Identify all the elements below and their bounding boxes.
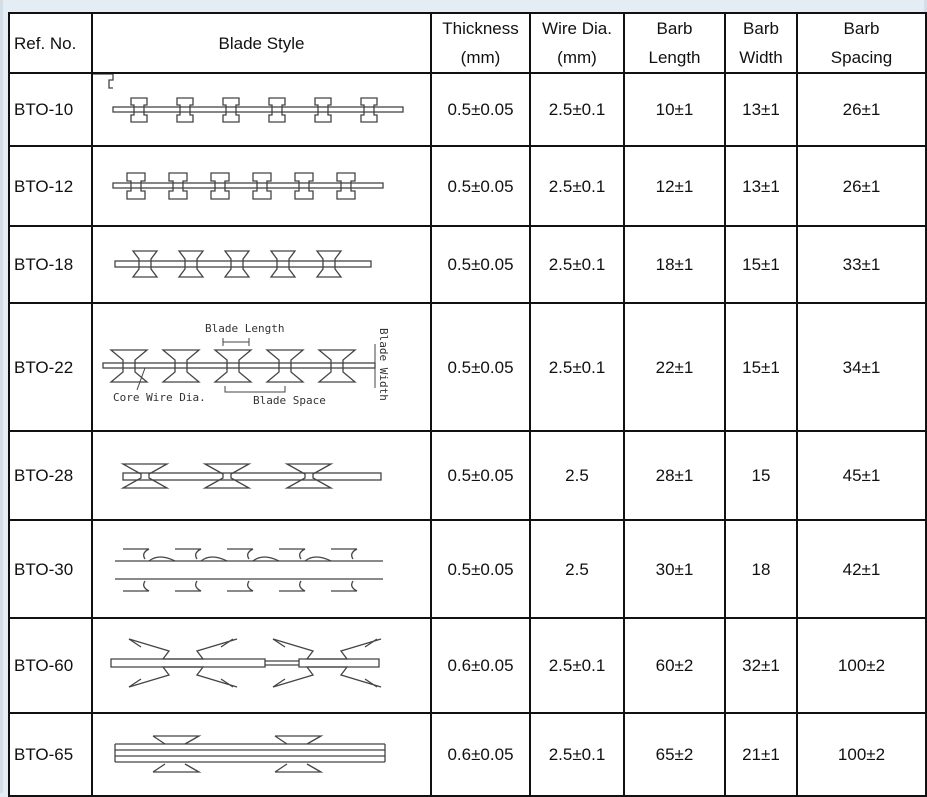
barb-length-value: 10±1	[624, 73, 725, 146]
thickness-value: 0.5±0.05	[431, 226, 530, 303]
thickness-value: 0.5±0.05	[431, 520, 530, 618]
table-row	[9, 303, 926, 431]
ref-no: BTO-18	[9, 226, 92, 303]
barb-length-value: 18±1	[624, 226, 725, 303]
core-wire-label: Core Wire Dia.	[113, 391, 206, 404]
barb-length-value: 30±1	[624, 520, 725, 618]
ref-no: BTO-30	[9, 520, 92, 618]
ref-no: BTO-65	[9, 713, 92, 796]
table-row	[9, 713, 926, 796]
thickness-value: 0.6±0.05	[431, 618, 530, 713]
bto-65-blade-icon	[93, 714, 428, 795]
barb-length-value: 60±2	[624, 618, 725, 713]
barb-width-value: 13±1	[725, 73, 797, 146]
barb-length-value: 22±1	[624, 303, 725, 431]
bto-60-blade-icon	[93, 619, 428, 712]
thickness-value: 0.5±0.05	[431, 431, 530, 520]
header-thickness: Thickness (mm)	[431, 13, 530, 73]
barb-spacing-value: 42±1	[797, 520, 926, 618]
spec-table	[8, 12, 927, 797]
thickness-value: 0.5±0.05	[431, 73, 530, 146]
header-barb-spacing: Barb Spacing	[797, 13, 926, 73]
wire-dia-value: 2.5±0.1	[530, 73, 624, 146]
wire-dia-value: 2.5±0.1	[530, 226, 624, 303]
wire-dia-value: 2.5	[530, 431, 624, 520]
ref-no: BTO-28	[9, 431, 92, 520]
blade-width-label: Blade Width	[377, 328, 390, 401]
thickness-value: 0.5±0.05	[431, 146, 530, 226]
blade-style-cell	[92, 431, 431, 520]
header-barb-length: Barb Length	[624, 13, 725, 73]
wire-dia-value: 2.5±0.1	[530, 713, 624, 796]
blade-style-cell	[92, 520, 431, 618]
wire-dia-value: 2.5	[530, 520, 624, 618]
blade-style-cell	[92, 146, 431, 226]
bto-18-blade-icon	[93, 227, 428, 302]
table-row	[9, 618, 926, 713]
barb-width-value: 15	[725, 431, 797, 520]
barb-width-value: 18	[725, 520, 797, 618]
header-barb-width: Barb Width	[725, 13, 797, 73]
blade-space-label: Blade Space	[253, 394, 326, 407]
ref-no: BTO-10	[9, 73, 92, 146]
blade-style-cell	[92, 73, 431, 146]
barb-spacing-value: 100±2	[797, 713, 926, 796]
bto-28-blade-icon	[93, 432, 428, 519]
barb-spacing-value: 33±1	[797, 226, 926, 303]
barb-length-value: 28±1	[624, 431, 725, 520]
wire-dia-value: 2.5±0.1	[530, 303, 624, 431]
bto-22-blade-diagram	[93, 304, 428, 430]
barb-width-value: 15±1	[725, 303, 797, 431]
blade-style-cell	[92, 713, 431, 796]
barb-width-value: 21±1	[725, 713, 797, 796]
barb-length-value: 65±2	[624, 713, 725, 796]
barb-width-value: 15±1	[725, 226, 797, 303]
blade-style-cell	[92, 226, 431, 303]
barb-width-value: 32±1	[725, 618, 797, 713]
barb-length-value: 12±1	[624, 146, 725, 226]
header-ref: Ref. No.	[9, 13, 92, 73]
table-row	[9, 520, 926, 618]
barb-spacing-value: 26±1	[797, 73, 926, 146]
table-row	[9, 73, 926, 146]
table-row	[9, 431, 926, 520]
header-wire-dia: Wire Dia. (mm)	[530, 13, 624, 73]
blade-length-label: Blade Length	[205, 322, 285, 335]
ref-no: BTO-60	[9, 618, 92, 713]
thickness-value: 0.5±0.05	[431, 303, 530, 431]
barb-spacing-value: 100±2	[797, 618, 926, 713]
header-row	[9, 13, 926, 73]
blade-style-cell	[92, 618, 431, 713]
table-row	[9, 226, 926, 303]
thickness-value: 0.6±0.05	[431, 713, 530, 796]
bto-12-blade-icon	[93, 147, 428, 225]
barb-width-value: 13±1	[725, 146, 797, 226]
ref-no: BTO-22	[9, 303, 92, 431]
barb-spacing-value: 26±1	[797, 146, 926, 226]
ref-no: BTO-12	[9, 146, 92, 226]
bto-10-blade-icon	[93, 74, 428, 145]
wire-dia-value: 2.5±0.1	[530, 618, 624, 713]
table-row	[9, 146, 926, 226]
barb-spacing-value: 45±1	[797, 431, 926, 520]
bto-30-blade-icon	[93, 521, 428, 617]
header-blade-style: Blade Style	[92, 13, 431, 73]
blade-style-cell	[92, 303, 431, 431]
barb-spacing-value: 34±1	[797, 303, 926, 431]
wire-dia-value: 2.5±0.1	[530, 146, 624, 226]
